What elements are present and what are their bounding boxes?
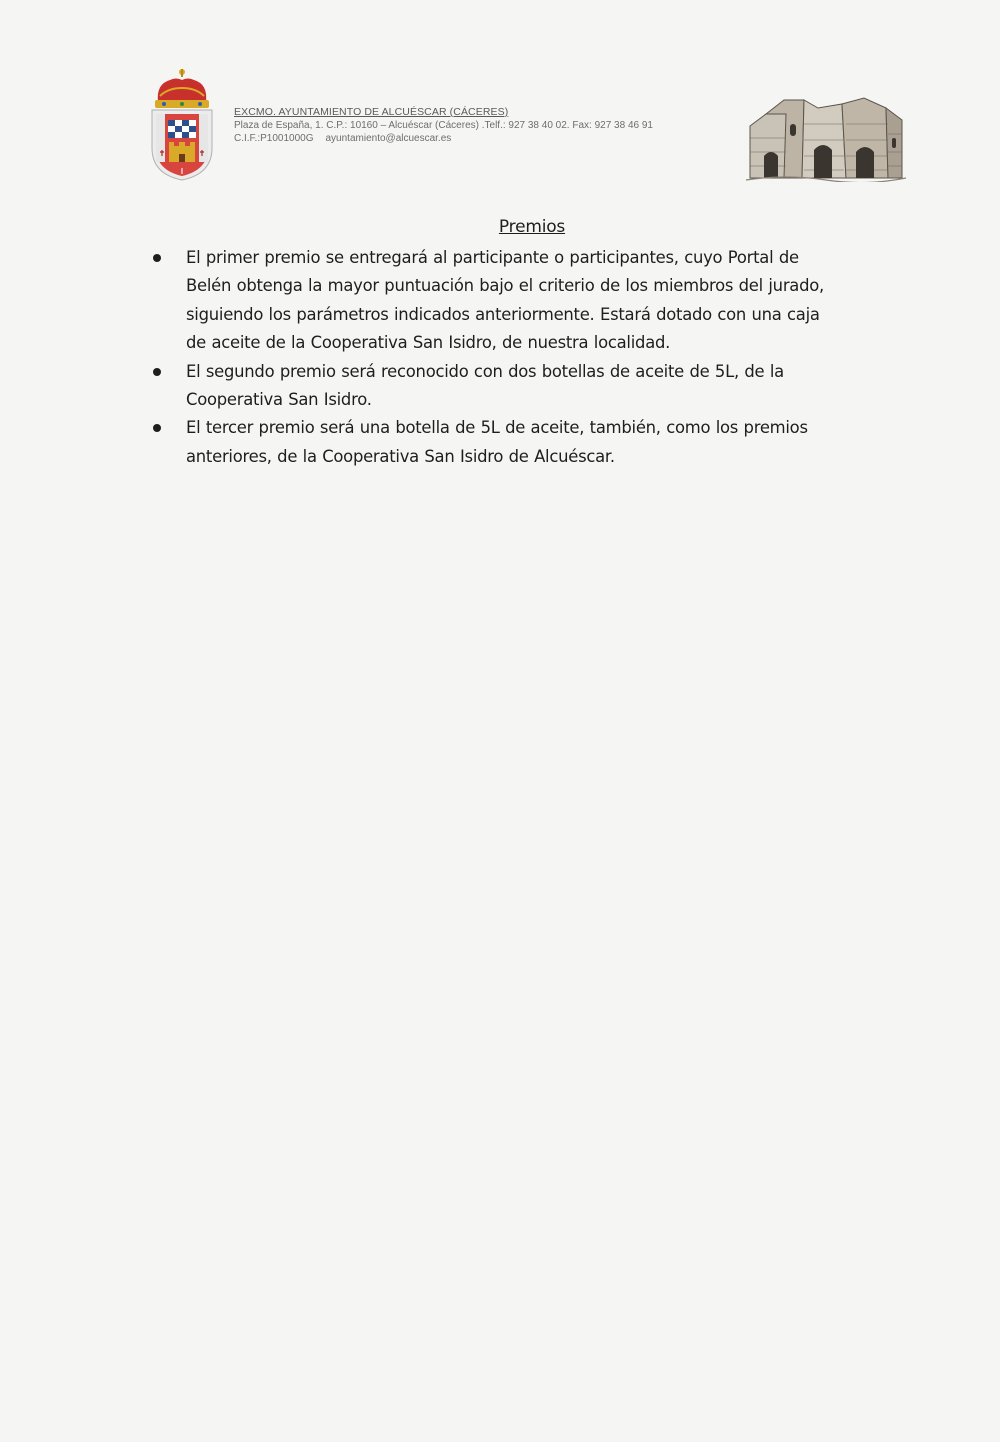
- cif-number: C.I.F.:P1001000G: [234, 133, 314, 144]
- item-line: de aceite de la Cooperativa San Isidro, de nuestra localidad.: [186, 333, 671, 353]
- cif-email-line: [234, 132, 653, 145]
- item-line: siguiendo los parámetros indicados anteriormente. Estará dotado con una caja: [186, 304, 820, 324]
- address-line: Plaza de España, 1. C.P.: 10160 – Alcuéscar (Cáceres) .Telf.: 927 38 40 02. Fax: 927 38 46 91: [234, 120, 653, 131]
- list-item: [150, 414, 890, 471]
- list-item: [150, 244, 890, 358]
- church-illustration-icon: [746, 94, 906, 182]
- coat-of-arms-icon: [146, 66, 218, 184]
- section-title: Premios: [498, 217, 566, 237]
- item-line: Belén obtenga la mayor puntuación bajo el criterio de los miembros del jurado,: [186, 276, 824, 296]
- letterhead: [234, 106, 653, 145]
- item-line: El primer premio se entregará al participante o participantes, cuyo Portal de: [186, 248, 799, 267]
- organization-name: EXCMO. AYUNTAMIENTO DE ALCUÉSCAR (CÁCERES): [234, 106, 509, 118]
- item-line: El segundo premio será reconocido con dos botellas de aceite de 5L, de la: [186, 361, 784, 381]
- prize-list: [150, 244, 890, 471]
- item-line: anteriores, de la Cooperativa San Isidro de Alcuéscar.: [186, 446, 615, 466]
- bullet-icon: [153, 424, 161, 432]
- item-line: Cooperativa San Isidro.: [186, 390, 372, 410]
- item-line: El tercer premio será una botella de 5L de aceite, también, como los premios: [186, 418, 808, 438]
- document-body: [150, 214, 890, 471]
- email-address: ayuntamiento@alcuescar.es: [325, 133, 452, 144]
- bullet-icon: [153, 254, 161, 262]
- bullet-icon: [153, 368, 161, 376]
- list-item: [150, 358, 890, 415]
